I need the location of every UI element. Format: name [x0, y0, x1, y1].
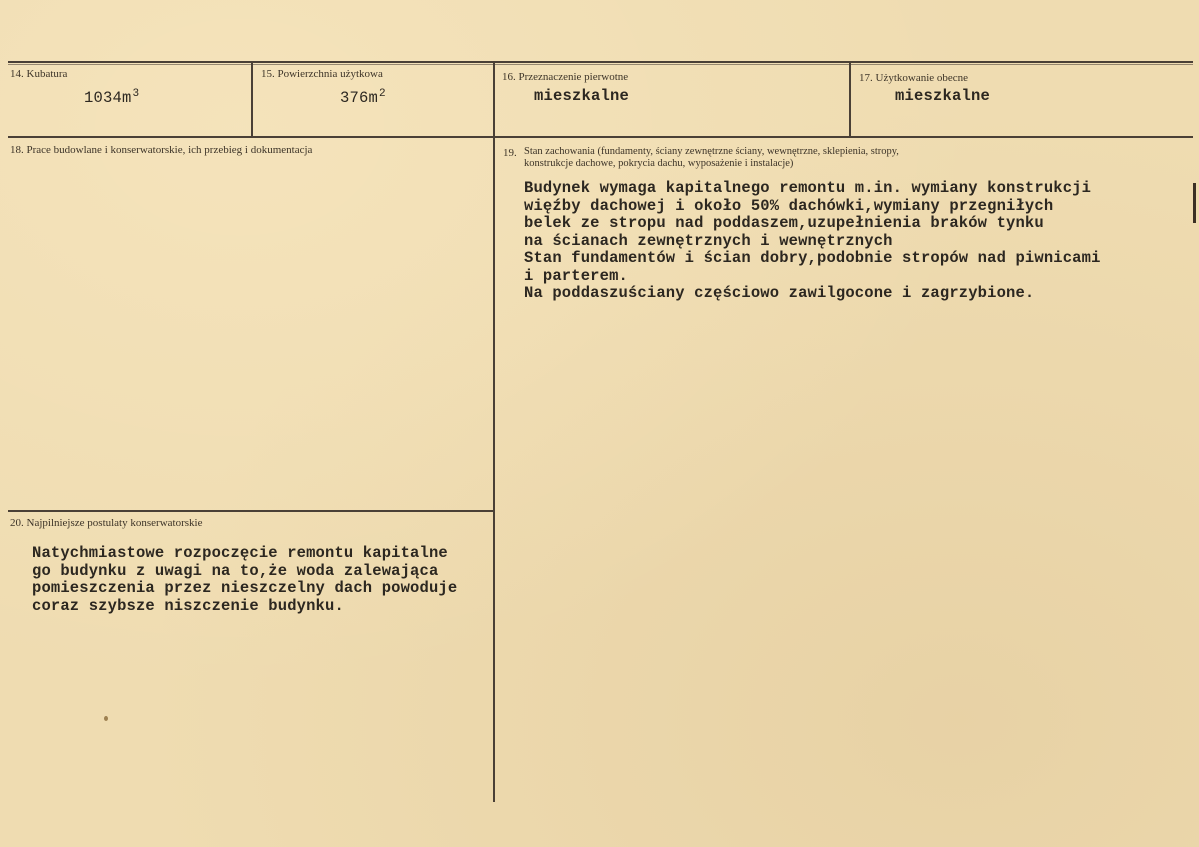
przeznaczenie-value: mieszkalne	[534, 87, 630, 105]
kubatura-value	[84, 88, 139, 107]
section-20-rule	[8, 510, 495, 512]
stan-line-2: więźby dachowej i około 50% dachówki,wymiany przegniłych	[524, 196, 1054, 215]
middle-rule	[8, 136, 1193, 138]
postulaty-line-3: pomieszczenia przez nieszczelny dach powoduje	[32, 579, 458, 597]
top-rule	[8, 61, 1193, 63]
stan-label-line1: Stan zachowania (fundamenty, ściany zewnętrzne ściany, wewnętrzne, sklepienia, stropy,	[524, 146, 899, 157]
kubatura-unit-exponent: 3	[132, 88, 140, 100]
stan-line-7: Na poddaszuściany częściowo zawilgocone i zagrzybione.	[524, 284, 1035, 302]
powierzchnia-number: 376m	[340, 89, 379, 107]
postulaty-line-1: Natychmiastowe rozpoczęcie remontu kapitalne	[32, 544, 448, 562]
stan-label-line2: konstrukcje dachowe, pokrycia dachu, wyposażenie i instalacje)	[524, 158, 794, 169]
edge-mark	[1193, 183, 1196, 223]
kubatura-number: 1034m	[84, 89, 132, 107]
uzytkowanie-value: mieszkalne	[895, 87, 991, 105]
divider-16-17	[849, 62, 851, 137]
powierzchnia-value	[340, 88, 386, 107]
stan-line-1: Budynek wymaga kapitalnego remontu m.in. wymiany konstrukcji	[524, 179, 1092, 197]
divider-15-16	[493, 62, 495, 802]
uzytkowanie-label: 17. Użytkowanie obecne	[859, 72, 969, 84]
top-rule-inner	[8, 64, 1193, 65]
postulaty-line-4: coraz szybsze niszczenie budynku.	[32, 596, 344, 615]
postulaty-label: 20. Najpilniejsze postulaty konserwatorskie	[10, 517, 203, 529]
ink-blot	[104, 716, 108, 721]
stan-description	[524, 180, 1101, 303]
przeznaczenie-label: 16. Przeznaczenie pierwotne	[502, 71, 629, 83]
stan-label-number: 19.	[503, 147, 517, 159]
divider-14-15	[251, 62, 253, 137]
postulaty-description	[32, 545, 457, 615]
stan-line-6: i parterem.	[524, 266, 628, 285]
kubatura-label: 14. Kubatura	[10, 68, 68, 80]
prace-label: 18. Prace budowlane i konserwatorskie, ich przebieg i dokumentacja	[10, 144, 313, 156]
powierzchnia-label: 15. Powierzchnia użytkowa	[261, 68, 383, 80]
stan-line-5: Stan fundamentów i ścian dobry,podobnie stropów nad piwnicami	[524, 249, 1101, 267]
stan-line-4: na ścianach zewnętrznych i wewnętrznych	[524, 231, 893, 250]
stan-line-3: belek ze stropu nad poddaszem,uzupełnienia braków tynku	[524, 214, 1044, 232]
powierzchnia-unit-exponent: 2	[379, 88, 386, 100]
postulaty-line-2: go budynku z uwagi na to,że woda zalewająca	[32, 561, 439, 580]
